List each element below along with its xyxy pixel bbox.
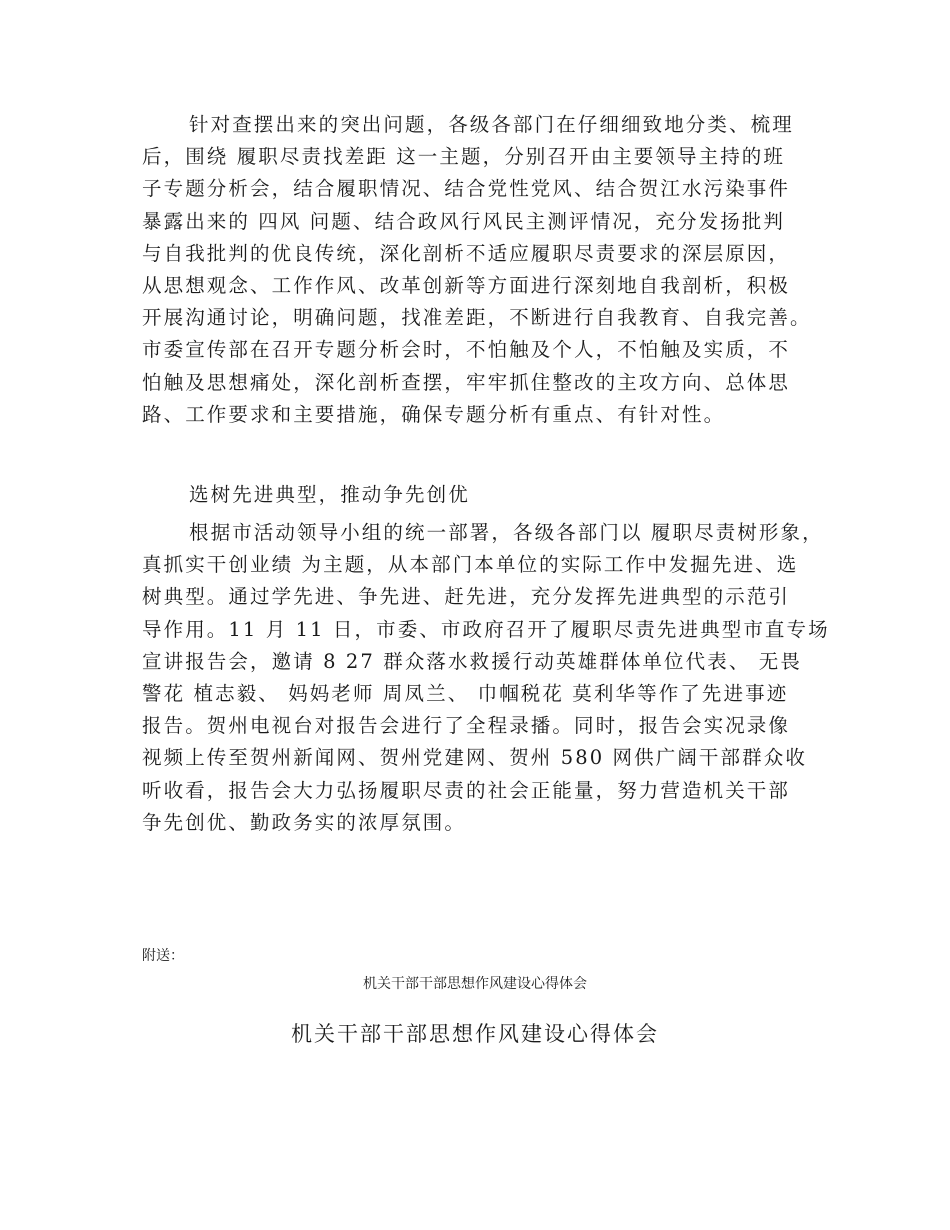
section-heading: 选树先进典型，推动争先创优 [189, 483, 470, 506]
paragraph-line: 报告。贺州电视台对报告会进行了全程录播。同时，报告会实况录像 [142, 714, 791, 738]
paragraph-line: 怕触及思想痛处，深化剖析查摆，牢牢抓住整改的主攻方向、总体思 [142, 370, 791, 394]
paragraph-line: 树典型。通过学先进、争先进、赶先进，充分发挥先进典型的示范引 [142, 585, 791, 609]
attachment-title: 机关干部干部思想作风建设心得体会 [291, 1022, 659, 1046]
attachment-subtitle: 机关干部干部思想作风建设心得体会 [363, 976, 587, 992]
paragraph-line: 视频上传至贺州新闻网、贺州党建网、贺州 580 网供广阔干部群众收 [142, 746, 807, 770]
paragraph-line: 真抓实干创业绩 为主题，从本部门本单位的实际工作中发掘先进、选 [142, 553, 799, 577]
paragraph-line: 针对查摆出来的突出问题，各级各部门在仔细细致地分类、梳理 [189, 113, 794, 136]
paragraph-line: 开展沟通讨论，明确问题，找准差距，不断进行自我教育、自我完善。 [142, 306, 812, 330]
paragraph-line: 与自我批判的优良传统，深化剖析不适应履职尽责要求的深层原因， [142, 241, 791, 265]
paragraph-line: 路、工作要求和主要措施，确保专题分析有重点、有针对性。 [142, 402, 726, 426]
paragraph-line: 暴露出来的 四风 问题、结合政风行风民主测评情况，充分发扬批判 [142, 209, 785, 233]
paragraph-line: 听收看，报告会大力弘扬履职尽责的社会正能量，努力营造机关干部 [142, 778, 791, 802]
attachment-label: 附送： [142, 948, 184, 964]
paragraph-line: 根据市活动领导小组的统一部署，各级各部门以 履职尽责树形象， [189, 521, 824, 544]
paragraph-line: 后，围绕 履职尽责找差距 这一主题，分别召开由主要领导主持的班 [142, 145, 785, 169]
paragraph-line: 从思想观念、工作作风、改革创新等方面进行深刻地自我剖析，积极 [142, 274, 791, 297]
paragraph-line: 宣讲报告会，邀请 8 27 群众落水救援行动英雄群体单位代表、 无畏 [142, 649, 802, 673]
paragraph-line: 市委宣传部在召开专题分析会时，不怕触及个人，不怕触及实质，不 [142, 338, 791, 362]
paragraph-line: 警花 植志毅、 妈妈老师 周凤兰、 巾帼税花 莫利华等作了先进事迹 [142, 682, 789, 705]
paragraph-line: 子专题分析会，结合履职情况、结合党性党风、结合贺江水污染事件 [142, 177, 791, 201]
paragraph-line: 争先创优、勤政务实的浓厚氛围。 [142, 810, 467, 834]
paragraph-line: 导作用。11 月 11 日，市委、市政府召开了履职尽责先进典型市直专场 [142, 617, 830, 641]
